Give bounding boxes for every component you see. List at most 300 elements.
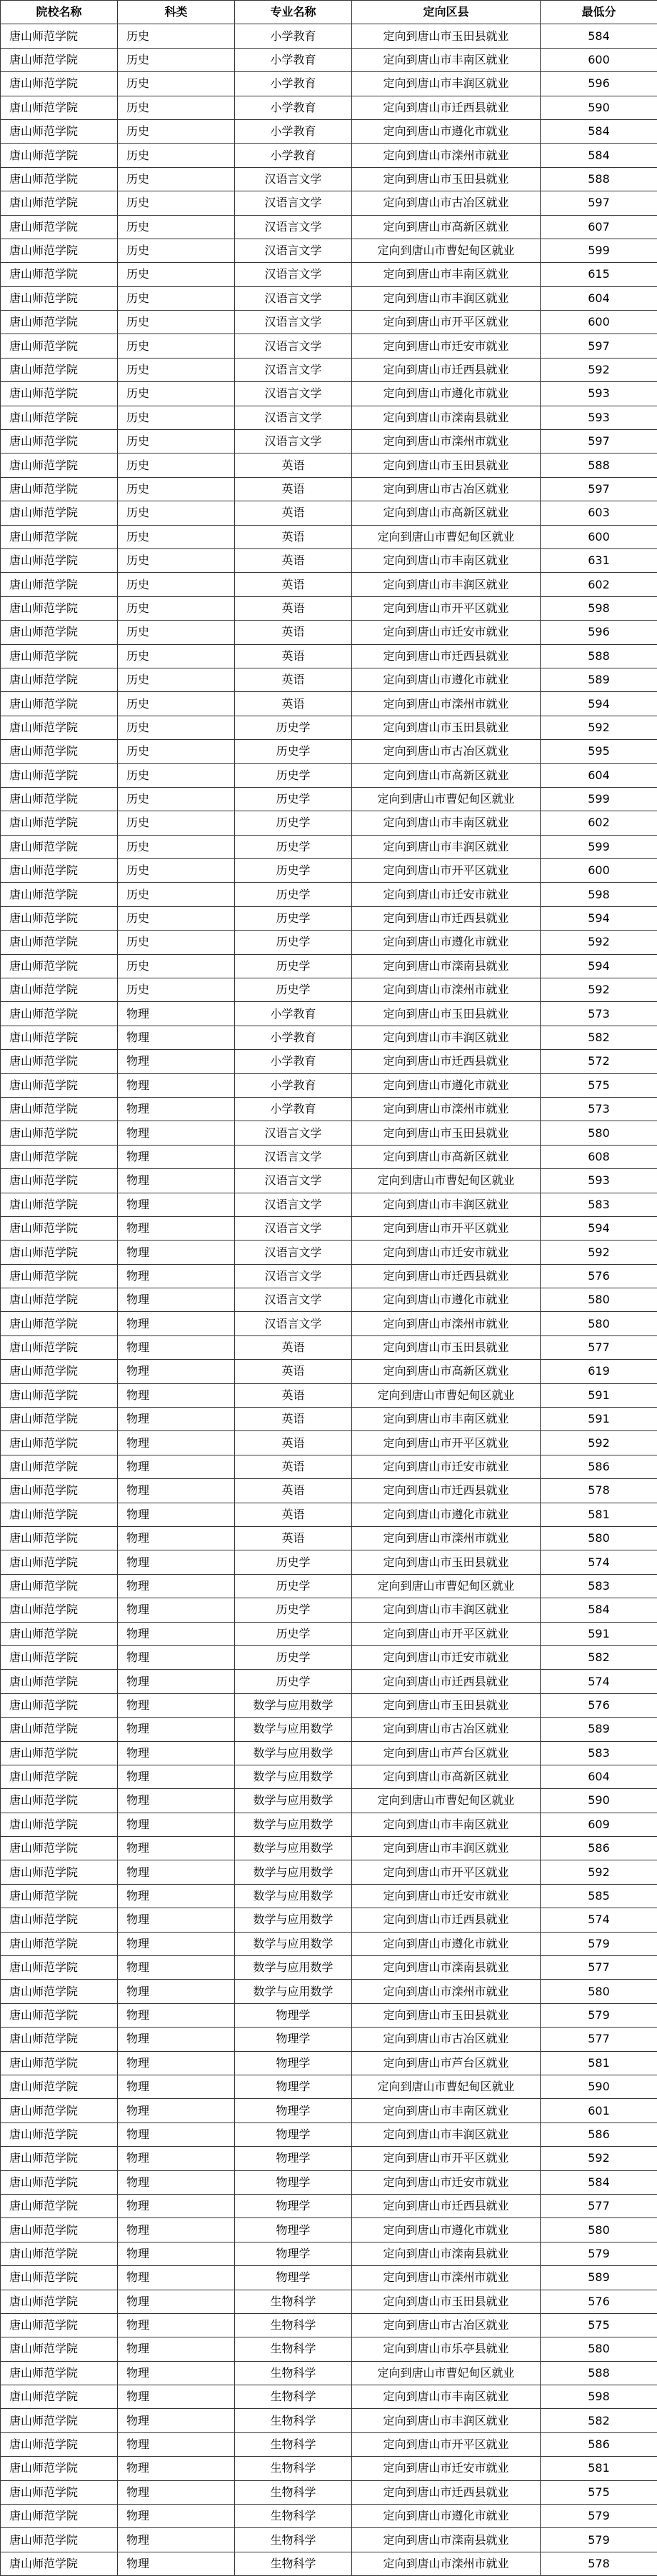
cell-school: 唐山师范学院 xyxy=(1,1503,118,1526)
cell-subject: 物理 xyxy=(118,1431,235,1455)
cell-min-score: 579 xyxy=(541,1932,657,1955)
cell-major: 生物科学 xyxy=(235,2290,352,2313)
table-row xyxy=(1,835,657,858)
table-row xyxy=(1,1908,657,1932)
cell-major: 数学与应用数学 xyxy=(235,1956,352,1980)
cell-district: 定向到唐山市玉田县就业 xyxy=(352,1002,541,1026)
table-row xyxy=(1,2457,657,2480)
cell-district: 定向到唐山市玉田县就业 xyxy=(352,716,541,739)
header-subject: 科类 xyxy=(118,1,235,24)
cell-district: 定向到唐山市滦南县就业 xyxy=(352,954,541,978)
cell-subject: 历史 xyxy=(118,835,235,858)
cell-district: 定向到唐山市玉田县就业 xyxy=(352,453,541,477)
cell-school: 唐山师范学院 xyxy=(1,215,118,239)
cell-district: 定向到唐山市丰润区就业 xyxy=(352,1837,541,1860)
cell-school: 唐山师范学院 xyxy=(1,978,118,1002)
cell-district: 定向到唐山市滦南县就业 xyxy=(352,2242,541,2265)
cell-school: 唐山师范学院 xyxy=(1,1264,118,1288)
cell-min-score: 589 xyxy=(541,2266,657,2290)
cell-major: 历史学 xyxy=(235,716,352,739)
table-row xyxy=(1,191,657,215)
table-row xyxy=(1,621,657,644)
cell-school: 唐山师范学院 xyxy=(1,1479,118,1503)
cell-major: 数学与应用数学 xyxy=(235,1741,352,1765)
cell-min-score: 583 xyxy=(541,1574,657,1598)
cell-subject: 物理 xyxy=(118,1908,235,1932)
cell-major: 汉语言文学 xyxy=(235,263,352,286)
cell-major: 数学与应用数学 xyxy=(235,1980,352,2003)
cell-subject: 历史 xyxy=(118,954,235,978)
cell-school: 唐山师范学院 xyxy=(1,1574,118,1598)
cell-subject: 物理 xyxy=(118,2505,235,2528)
cell-school: 唐山师范学院 xyxy=(1,167,118,191)
cell-min-score: 595 xyxy=(541,740,657,763)
table-row xyxy=(1,1431,657,1455)
table-row xyxy=(1,1312,657,1335)
cell-school: 唐山师范学院 xyxy=(1,191,118,215)
cell-district: 定向到唐山市滦州市就业 xyxy=(352,430,541,453)
table-row xyxy=(1,1860,657,1884)
table-row xyxy=(1,239,657,262)
cell-subject: 物理 xyxy=(118,2028,235,2051)
table-row xyxy=(1,501,657,525)
cell-district: 定向到唐山市曹妃甸区就业 xyxy=(352,2361,541,2385)
table-row xyxy=(1,692,657,716)
cell-major: 小学教育 xyxy=(235,72,352,96)
cell-major: 汉语言文学 xyxy=(235,1264,352,1288)
table-row xyxy=(1,2028,657,2051)
table-row xyxy=(1,1718,657,1741)
cell-district: 定向到唐山市曹妃甸区就业 xyxy=(352,787,541,811)
cell-min-score: 597 xyxy=(541,477,657,501)
cell-min-score: 596 xyxy=(541,621,657,644)
table-row xyxy=(1,286,657,310)
cell-subject: 物理 xyxy=(118,1789,235,1813)
table-row xyxy=(1,382,657,406)
table-row xyxy=(1,1765,657,1788)
cell-district: 定向到唐山市迁西县就业 xyxy=(352,906,541,930)
cell-district: 定向到唐山市高新区就业 xyxy=(352,1360,541,1383)
cell-district: 定向到唐山市乐亭县就业 xyxy=(352,2337,541,2361)
cell-school: 唐山师范学院 xyxy=(1,2051,118,2075)
table-row xyxy=(1,859,657,883)
cell-major: 生物科学 xyxy=(235,2361,352,2385)
cell-major: 英语 xyxy=(235,1503,352,1526)
cell-min-score: 579 xyxy=(541,2528,657,2552)
table-row xyxy=(1,1527,657,1550)
table-row xyxy=(1,1479,657,1503)
cell-school: 唐山师范学院 xyxy=(1,119,118,143)
cell-subject: 物理 xyxy=(118,2409,235,2432)
cell-min-score: 594 xyxy=(541,954,657,978)
header-min-score: 最低分 xyxy=(541,1,657,24)
cell-min-score: 579 xyxy=(541,2003,657,2027)
cell-district: 定向到唐山市高新区就业 xyxy=(352,215,541,239)
cell-school: 唐山师范学院 xyxy=(1,1550,118,1574)
cell-major: 小学教育 xyxy=(235,144,352,167)
cell-district: 定向到唐山市曹妃甸区就业 xyxy=(352,1169,541,1193)
cell-major: 数学与应用数学 xyxy=(235,1860,352,1884)
cell-subject: 物理 xyxy=(118,1598,235,1622)
cell-major: 英语 xyxy=(235,477,352,501)
cell-major: 汉语言文学 xyxy=(235,382,352,406)
table-row xyxy=(1,716,657,739)
cell-major: 数学与应用数学 xyxy=(235,1932,352,1955)
cell-min-score: 575 xyxy=(541,1073,657,1097)
cell-school: 唐山师范学院 xyxy=(1,621,118,644)
cell-min-score: 577 xyxy=(541,2194,657,2217)
table-row xyxy=(1,1455,657,1478)
cell-school: 唐山师范学院 xyxy=(1,525,118,548)
cell-district: 定向到唐山市迁安市就业 xyxy=(352,1884,541,1908)
table-row xyxy=(1,1169,657,1193)
cell-district: 定向到唐山市迁西县就业 xyxy=(352,2194,541,2217)
cell-major: 物理学 xyxy=(235,2147,352,2170)
cell-school: 唐山师范学院 xyxy=(1,2432,118,2456)
cell-subject: 物理 xyxy=(118,2075,235,2098)
cell-subject: 物理 xyxy=(118,2218,235,2242)
table-row xyxy=(1,144,657,167)
cell-min-score: 579 xyxy=(541,2505,657,2528)
cell-min-score: 600 xyxy=(541,48,657,71)
cell-min-score: 604 xyxy=(541,1765,657,1788)
table-row xyxy=(1,1335,657,1359)
table-row xyxy=(1,2528,657,2552)
cell-school: 唐山师范学院 xyxy=(1,1169,118,1193)
table-row xyxy=(1,1216,657,1240)
cell-min-score: 602 xyxy=(541,811,657,835)
cell-subject: 物理 xyxy=(118,1193,235,1216)
cell-district: 定向到唐山市遵化市就业 xyxy=(352,931,541,954)
cell-school: 唐山师范学院 xyxy=(1,1622,118,1645)
cell-min-score: 592 xyxy=(541,2147,657,2170)
cell-school: 唐山师范学院 xyxy=(1,2505,118,2528)
cell-major: 英语 xyxy=(235,1383,352,1407)
cell-major: 数学与应用数学 xyxy=(235,1884,352,1908)
header-row xyxy=(1,1,657,24)
cell-subject: 物理 xyxy=(118,1073,235,1097)
cell-school: 唐山师范学院 xyxy=(1,740,118,763)
cell-min-score: 584 xyxy=(541,1598,657,1622)
cell-subject: 历史 xyxy=(118,573,235,596)
table-row xyxy=(1,24,657,48)
cell-subject: 历史 xyxy=(118,144,235,167)
table-row xyxy=(1,1193,657,1216)
cell-school: 唐山师范学院 xyxy=(1,406,118,429)
cell-major: 汉语言文学 xyxy=(235,1121,352,1145)
cell-district: 定向到唐山市迁西县就业 xyxy=(352,2480,541,2504)
cell-district: 定向到唐山市滦州市就业 xyxy=(352,1980,541,2003)
cell-major: 数学与应用数学 xyxy=(235,1813,352,1836)
cell-min-score: 607 xyxy=(541,215,657,239)
table-row xyxy=(1,2337,657,2361)
cell-major: 小学教育 xyxy=(235,1002,352,1026)
cell-district: 定向到唐山市滦州市就业 xyxy=(352,2552,541,2575)
cell-subject: 物理 xyxy=(118,2480,235,2504)
cell-min-score: 577 xyxy=(541,2028,657,2051)
cell-school: 唐山师范学院 xyxy=(1,1408,118,1431)
table-row xyxy=(1,2409,657,2432)
cell-subject: 历史 xyxy=(118,119,235,143)
table-row xyxy=(1,954,657,978)
cell-district: 定向到唐山市迁安市就业 xyxy=(352,1645,541,1669)
cell-school: 唐山师范学院 xyxy=(1,2409,118,2432)
cell-min-score: 580 xyxy=(541,1527,657,1550)
cell-min-score: 577 xyxy=(541,1956,657,1980)
cell-subject: 物理 xyxy=(118,1956,235,1980)
cell-min-score: 576 xyxy=(541,1264,657,1288)
cell-subject: 物理 xyxy=(118,1741,235,1765)
cell-district: 定向到唐山市迁安市就业 xyxy=(352,2457,541,2480)
cell-district: 定向到唐山市玉田县就业 xyxy=(352,167,541,191)
cell-min-score: 597 xyxy=(541,334,657,358)
cell-district: 定向到唐山市曹妃甸区就业 xyxy=(352,1574,541,1598)
cell-min-score: 585 xyxy=(541,1884,657,1908)
cell-school: 唐山师范学院 xyxy=(1,2290,118,2313)
cell-min-score: 572 xyxy=(541,1050,657,1073)
cell-subject: 物理 xyxy=(118,1550,235,1574)
cell-subject: 历史 xyxy=(118,740,235,763)
cell-major: 生物科学 xyxy=(235,2457,352,2480)
cell-min-score: 588 xyxy=(541,453,657,477)
cell-major: 英语 xyxy=(235,1360,352,1383)
cell-district: 定向到唐山市滦州市就业 xyxy=(352,2266,541,2290)
cell-subject: 历史 xyxy=(118,453,235,477)
cell-min-score: 608 xyxy=(541,1145,657,1168)
cell-min-score: 592 xyxy=(541,931,657,954)
table-row xyxy=(1,1383,657,1407)
cell-major: 汉语言文学 xyxy=(235,286,352,310)
table-row xyxy=(1,1408,657,1431)
table-row xyxy=(1,1050,657,1073)
cell-school: 唐山师范学院 xyxy=(1,1026,118,1049)
cell-district: 定向到唐山市高新区就业 xyxy=(352,763,541,787)
cell-min-score: 598 xyxy=(541,2385,657,2409)
cell-subject: 物理 xyxy=(118,1264,235,1288)
cell-subject: 物理 xyxy=(118,2313,235,2337)
cell-major: 历史学 xyxy=(235,1645,352,1669)
cell-min-score: 580 xyxy=(541,1980,657,2003)
cell-school: 唐山师范学院 xyxy=(1,2218,118,2242)
cell-min-score: 592 xyxy=(541,978,657,1002)
cell-school: 唐山师范学院 xyxy=(1,2337,118,2361)
cell-major: 数学与应用数学 xyxy=(235,1718,352,1741)
table-row xyxy=(1,1884,657,1908)
cell-district: 定向到唐山市玉田县就业 xyxy=(352,2003,541,2027)
cell-min-score: 600 xyxy=(541,859,657,883)
cell-school: 唐山师范学院 xyxy=(1,1431,118,1455)
cell-district: 定向到唐山市迁安市就业 xyxy=(352,883,541,906)
table-row xyxy=(1,1121,657,1145)
cell-min-score: 592 xyxy=(541,1860,657,1884)
cell-school: 唐山师范学院 xyxy=(1,1312,118,1335)
cell-major: 英语 xyxy=(235,1455,352,1478)
table-row xyxy=(1,1241,657,1264)
cell-min-score: 609 xyxy=(541,1813,657,1836)
table-row xyxy=(1,1693,657,1717)
cell-min-score: 588 xyxy=(541,167,657,191)
cell-district: 定向到唐山市开平区就业 xyxy=(352,311,541,334)
cell-major: 生物科学 xyxy=(235,2409,352,2432)
cell-district: 定向到唐山市迁安市就业 xyxy=(352,2170,541,2194)
cell-school: 唐山师范学院 xyxy=(1,859,118,883)
cell-subject: 物理 xyxy=(118,2528,235,2552)
cell-district: 定向到唐山市滦南县就业 xyxy=(352,2528,541,2552)
cell-school: 唐山师范学院 xyxy=(1,835,118,858)
cell-school: 唐山师范学院 xyxy=(1,1288,118,1312)
table-row xyxy=(1,668,657,691)
cell-min-score: 594 xyxy=(541,1216,657,1240)
cell-district: 定向到唐山市曹妃甸区就业 xyxy=(352,2075,541,2098)
cell-school: 唐山师范学院 xyxy=(1,430,118,453)
cell-subject: 历史 xyxy=(118,763,235,787)
cell-district: 定向到唐山市开平区就业 xyxy=(352,1860,541,1884)
cell-district: 定向到唐山市玉田县就业 xyxy=(352,2290,541,2313)
cell-district: 定向到唐山市开平区就业 xyxy=(352,1431,541,1455)
cell-subject: 历史 xyxy=(118,48,235,71)
cell-school: 唐山师范学院 xyxy=(1,382,118,406)
cell-district: 定向到唐山市古冶区就业 xyxy=(352,2313,541,2337)
cell-district: 定向到唐山市迁安市就业 xyxy=(352,621,541,644)
cell-major: 历史学 xyxy=(235,835,352,858)
cell-school: 唐山师范学院 xyxy=(1,358,118,381)
cell-district: 定向到唐山市迁西县就业 xyxy=(352,1264,541,1288)
cell-school: 唐山师范学院 xyxy=(1,1884,118,1908)
table-row xyxy=(1,263,657,286)
cell-district: 定向到唐山市遵化市就业 xyxy=(352,2505,541,2528)
cell-subject: 历史 xyxy=(118,501,235,525)
cell-major: 历史学 xyxy=(235,787,352,811)
cell-school: 唐山师范学院 xyxy=(1,2552,118,2575)
cell-major: 生物科学 xyxy=(235,2432,352,2456)
cell-school: 唐山师范学院 xyxy=(1,596,118,620)
cell-district: 定向到唐山市丰南区就业 xyxy=(352,811,541,835)
cell-district: 定向到唐山市丰南区就业 xyxy=(352,548,541,572)
table-row xyxy=(1,525,657,548)
cell-major: 英语 xyxy=(235,668,352,691)
cell-min-score: 596 xyxy=(541,72,657,96)
cell-min-score: 600 xyxy=(541,311,657,334)
cell-district: 定向到唐山市迁西县就业 xyxy=(352,1479,541,1503)
table-row xyxy=(1,906,657,930)
cell-school: 唐山师范学院 xyxy=(1,883,118,906)
cell-subject: 历史 xyxy=(118,787,235,811)
cell-major: 汉语言文学 xyxy=(235,215,352,239)
table-row xyxy=(1,2290,657,2313)
cell-school: 唐山师范学院 xyxy=(1,1121,118,1145)
cell-major: 汉语言文学 xyxy=(235,406,352,429)
cell-min-score: 603 xyxy=(541,501,657,525)
cell-district: 定向到唐山市迁安市就业 xyxy=(352,334,541,358)
cell-school: 唐山师范学院 xyxy=(1,1956,118,1980)
cell-school: 唐山师范学院 xyxy=(1,692,118,716)
cell-subject: 物理 xyxy=(118,2290,235,2313)
cell-min-score: 590 xyxy=(541,1789,657,1813)
cell-major: 汉语言文学 xyxy=(235,1216,352,1240)
cell-subject: 历史 xyxy=(118,167,235,191)
cell-subject: 物理 xyxy=(118,2432,235,2456)
cell-subject: 历史 xyxy=(118,525,235,548)
cell-subject: 物理 xyxy=(118,1408,235,1431)
cell-min-score: 602 xyxy=(541,573,657,596)
table-row xyxy=(1,311,657,334)
cell-min-score: 601 xyxy=(541,2099,657,2123)
cell-subject: 历史 xyxy=(118,883,235,906)
table-row xyxy=(1,1503,657,1526)
cell-subject: 物理 xyxy=(118,1932,235,1955)
cell-min-score: 594 xyxy=(541,692,657,716)
cell-district: 定向到唐山市丰润区就业 xyxy=(352,286,541,310)
cell-min-score: 574 xyxy=(541,1670,657,1693)
cell-min-score: 592 xyxy=(541,1431,657,1455)
cell-subject: 物理 xyxy=(118,2194,235,2217)
cell-min-score: 583 xyxy=(541,1193,657,1216)
cell-district: 定向到唐山市玉田县就业 xyxy=(352,1693,541,1717)
cell-min-score: 615 xyxy=(541,263,657,286)
cell-major: 英语 xyxy=(235,1527,352,1550)
cell-major: 英语 xyxy=(235,1431,352,1455)
cell-district: 定向到唐山市玉田县就业 xyxy=(352,1550,541,1574)
cell-school: 唐山师范学院 xyxy=(1,1193,118,1216)
cell-min-score: 600 xyxy=(541,525,657,548)
cell-min-score: 579 xyxy=(541,2242,657,2265)
cell-district: 定向到唐山市滦州市就业 xyxy=(352,1312,541,1335)
table-row xyxy=(1,2194,657,2217)
table-row xyxy=(1,573,657,596)
cell-subject: 物理 xyxy=(118,2099,235,2123)
cell-major: 物理学 xyxy=(235,2028,352,2051)
cell-district: 定向到唐山市滦州市就业 xyxy=(352,144,541,167)
cell-major: 物理学 xyxy=(235,2099,352,2123)
table-row xyxy=(1,430,657,453)
table-row xyxy=(1,644,657,668)
cell-major: 汉语言文学 xyxy=(235,239,352,262)
cell-min-score: 584 xyxy=(541,144,657,167)
cell-major: 生物科学 xyxy=(235,2528,352,2552)
cell-district: 定向到唐山市遵化市就业 xyxy=(352,119,541,143)
cell-min-score: 581 xyxy=(541,2457,657,2480)
cell-district: 定向到唐山市遵化市就业 xyxy=(352,1288,541,1312)
cell-district: 定向到唐山市滦南县就业 xyxy=(352,406,541,429)
cell-district: 定向到唐山市丰南区就业 xyxy=(352,48,541,71)
cell-min-score: 594 xyxy=(541,906,657,930)
cell-min-score: 580 xyxy=(541,1288,657,1312)
cell-school: 唐山师范学院 xyxy=(1,144,118,167)
cell-subject: 物理 xyxy=(118,2147,235,2170)
cell-district: 定向到唐山市古冶区就业 xyxy=(352,2028,541,2051)
cell-subject: 历史 xyxy=(118,692,235,716)
cell-district: 定向到唐山市高新区就业 xyxy=(352,1145,541,1168)
cell-district: 定向到唐山市玉田县就业 xyxy=(352,1335,541,1359)
cell-school: 唐山师范学院 xyxy=(1,1002,118,1026)
cell-school: 唐山师范学院 xyxy=(1,716,118,739)
cell-school: 唐山师范学院 xyxy=(1,2170,118,2194)
cell-subject: 物理 xyxy=(118,1241,235,1264)
cell-subject: 物理 xyxy=(118,1360,235,1383)
cell-school: 唐山师范学院 xyxy=(1,1216,118,1240)
cell-school: 唐山师范学院 xyxy=(1,48,118,71)
cell-min-score: 583 xyxy=(541,1741,657,1765)
cell-school: 唐山师范学院 xyxy=(1,811,118,835)
cell-subject: 物理 xyxy=(118,2337,235,2361)
cell-school: 唐山师范学院 xyxy=(1,1908,118,1932)
cell-major: 物理学 xyxy=(235,2266,352,2290)
cell-school: 唐山师范学院 xyxy=(1,2003,118,2027)
table-row xyxy=(1,477,657,501)
cell-min-score: 581 xyxy=(541,1503,657,1526)
cell-subject: 物理 xyxy=(118,1383,235,1407)
cell-school: 唐山师范学院 xyxy=(1,1693,118,1717)
